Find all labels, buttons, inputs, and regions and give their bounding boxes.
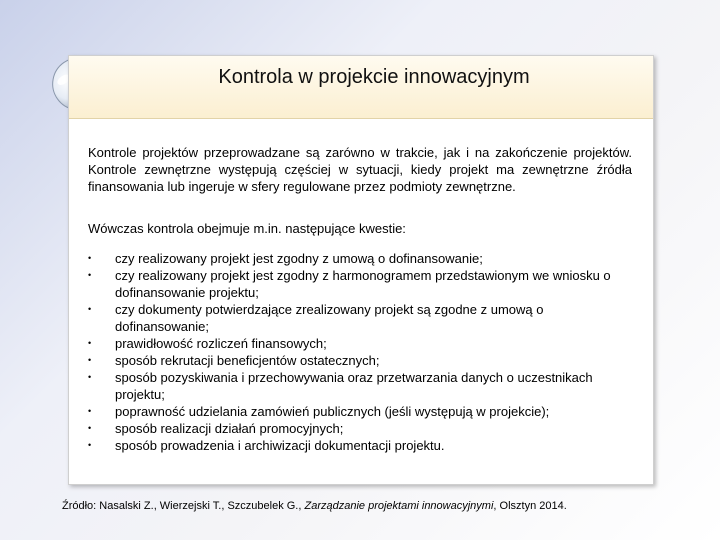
bullet-icon: •: [88, 372, 92, 382]
list-intro: Wówczas kontrola obejmuje m.in. następujące kwestie:: [88, 221, 406, 236]
bullet-icon: •: [88, 338, 92, 348]
source-suffix: , Olsztyn 2014.: [493, 500, 567, 512]
list-item: • poprawność udzielania zamówień publicznych (jeśli występują w projekcie);: [88, 404, 550, 419]
list-item: • sposób rekrutacji beneficjentów ostatecznych;: [88, 353, 380, 368]
list-item: • sposób realizacji działań promocyjnych;: [88, 421, 344, 436]
bullet-icon: •: [88, 423, 92, 433]
title-banner: [69, 56, 653, 119]
bullet-icon: •: [88, 406, 92, 416]
source-book-title: Zarządzanie projektami innowacyjnymi: [304, 500, 494, 512]
bullet-icon: •: [88, 440, 92, 450]
list-item: • czy realizowany projekt jest zgodny z harmonogramem przedstawionym we wniosku o dofinansowanie projektu;: [88, 268, 611, 300]
bullet-icon: •: [88, 304, 92, 314]
slide-title: Kontrola w projekcie innowacyjnym: [218, 66, 530, 88]
list-item: • sposób pozyskiwania i przechowywania oraz przetwarzania danych o uczestnikach projektu;: [88, 370, 593, 402]
intro-paragraph: Kontrole projektów przeprowadzane są zarówno w trakcie, jak i na zakończenie projektów. Kontrole zewnętrzne występują częściej w sytuacji, kiedy projekt ma zewnętrzne źródła finansowania lub ingeruje w sfery regulowane przez podmioty zewnętrzne.: [88, 145, 632, 194]
list-item: • prawidłowość rozliczeń finansowych;: [88, 336, 327, 351]
bullet-icon: •: [88, 270, 92, 280]
bullet-icon: •: [88, 355, 92, 365]
list-item: • sposób prowadzenia i archiwizacji dokumentacji projektu.: [88, 438, 445, 453]
source-citation: [62, 500, 682, 512]
bullet-icon: •: [88, 253, 92, 263]
control-issues-list: [88, 250, 634, 454]
list-item: • czy dokumenty potwierdzające zrealizowany projekt są zgodne z umową o dofinansowanie;: [88, 302, 544, 334]
list-item: • czy realizowany projekt jest zgodny z umową o dofinansowanie;: [88, 251, 483, 266]
content-panel: [68, 55, 654, 485]
source-prefix: Źródło: Nasalski Z., Wierzejski T., Szczubelek G.,: [62, 500, 305, 512]
